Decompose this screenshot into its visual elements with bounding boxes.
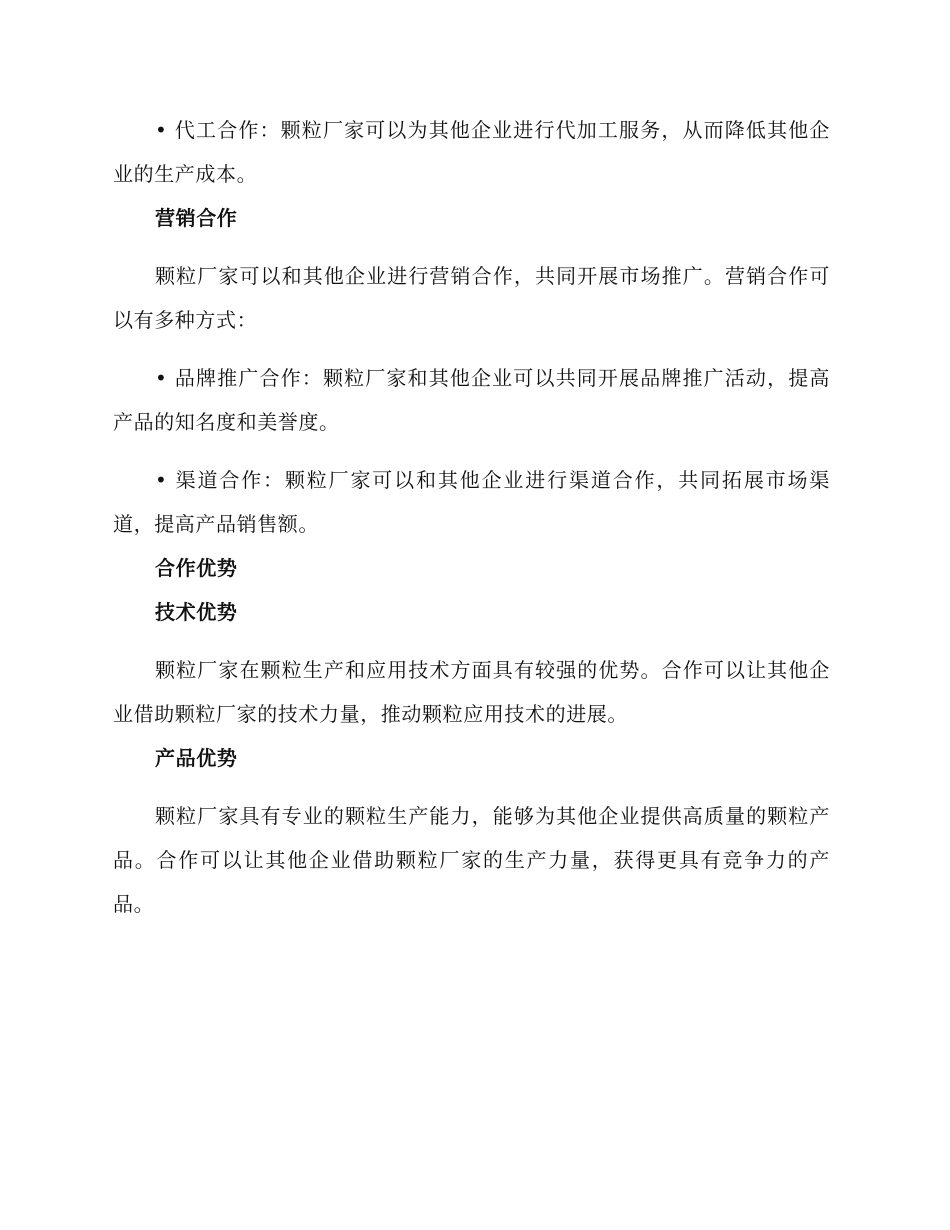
heading-marketing-cooperation: 营销合作 — [155, 206, 238, 230]
heading-product-advantage: 产品优势 — [155, 746, 238, 770]
bullet-channel-cooperation: • 渠道合作：颗粒厂家可以和其他企业进行渠道合作，共同拓展市场渠道，提高产品销售额。 — [113, 468, 830, 536]
heading-technical-advantage: 技术优势 — [155, 600, 238, 624]
bullet-oem-cooperation: • 代工合作：颗粒厂家可以为其他企业进行代加工服务，从而降低其他企业的生产成本。 — [113, 118, 830, 186]
paragraph-marketing-cooperation: 颗粒厂家可以和其他企业进行营销合作，共同开展市场推广。营销合作可以有多种方式： — [113, 264, 830, 332]
paragraph-product-advantage: 颗粒厂家具有专业的颗粒生产能力，能够为其他企业提供高质量的颗粒产品。合作可以让其他企业借助颗粒厂家的生产力量，获得更具有竞争力的产品。 — [113, 804, 830, 916]
paragraph-technical-advantage: 颗粒厂家在颗粒生产和应用技术方面具有较强的优势。合作可以让其他企业借助颗粒厂家的技术力量，推动颗粒应用技术的进展。 — [113, 658, 830, 726]
bullet-brand-promotion: • 品牌推广合作：颗粒厂家和其他企业可以共同开展品牌推广活动，提高产品的知名度和美誉度。 — [113, 366, 830, 434]
heading-cooperation-advantages: 合作优势 — [155, 556, 238, 580]
